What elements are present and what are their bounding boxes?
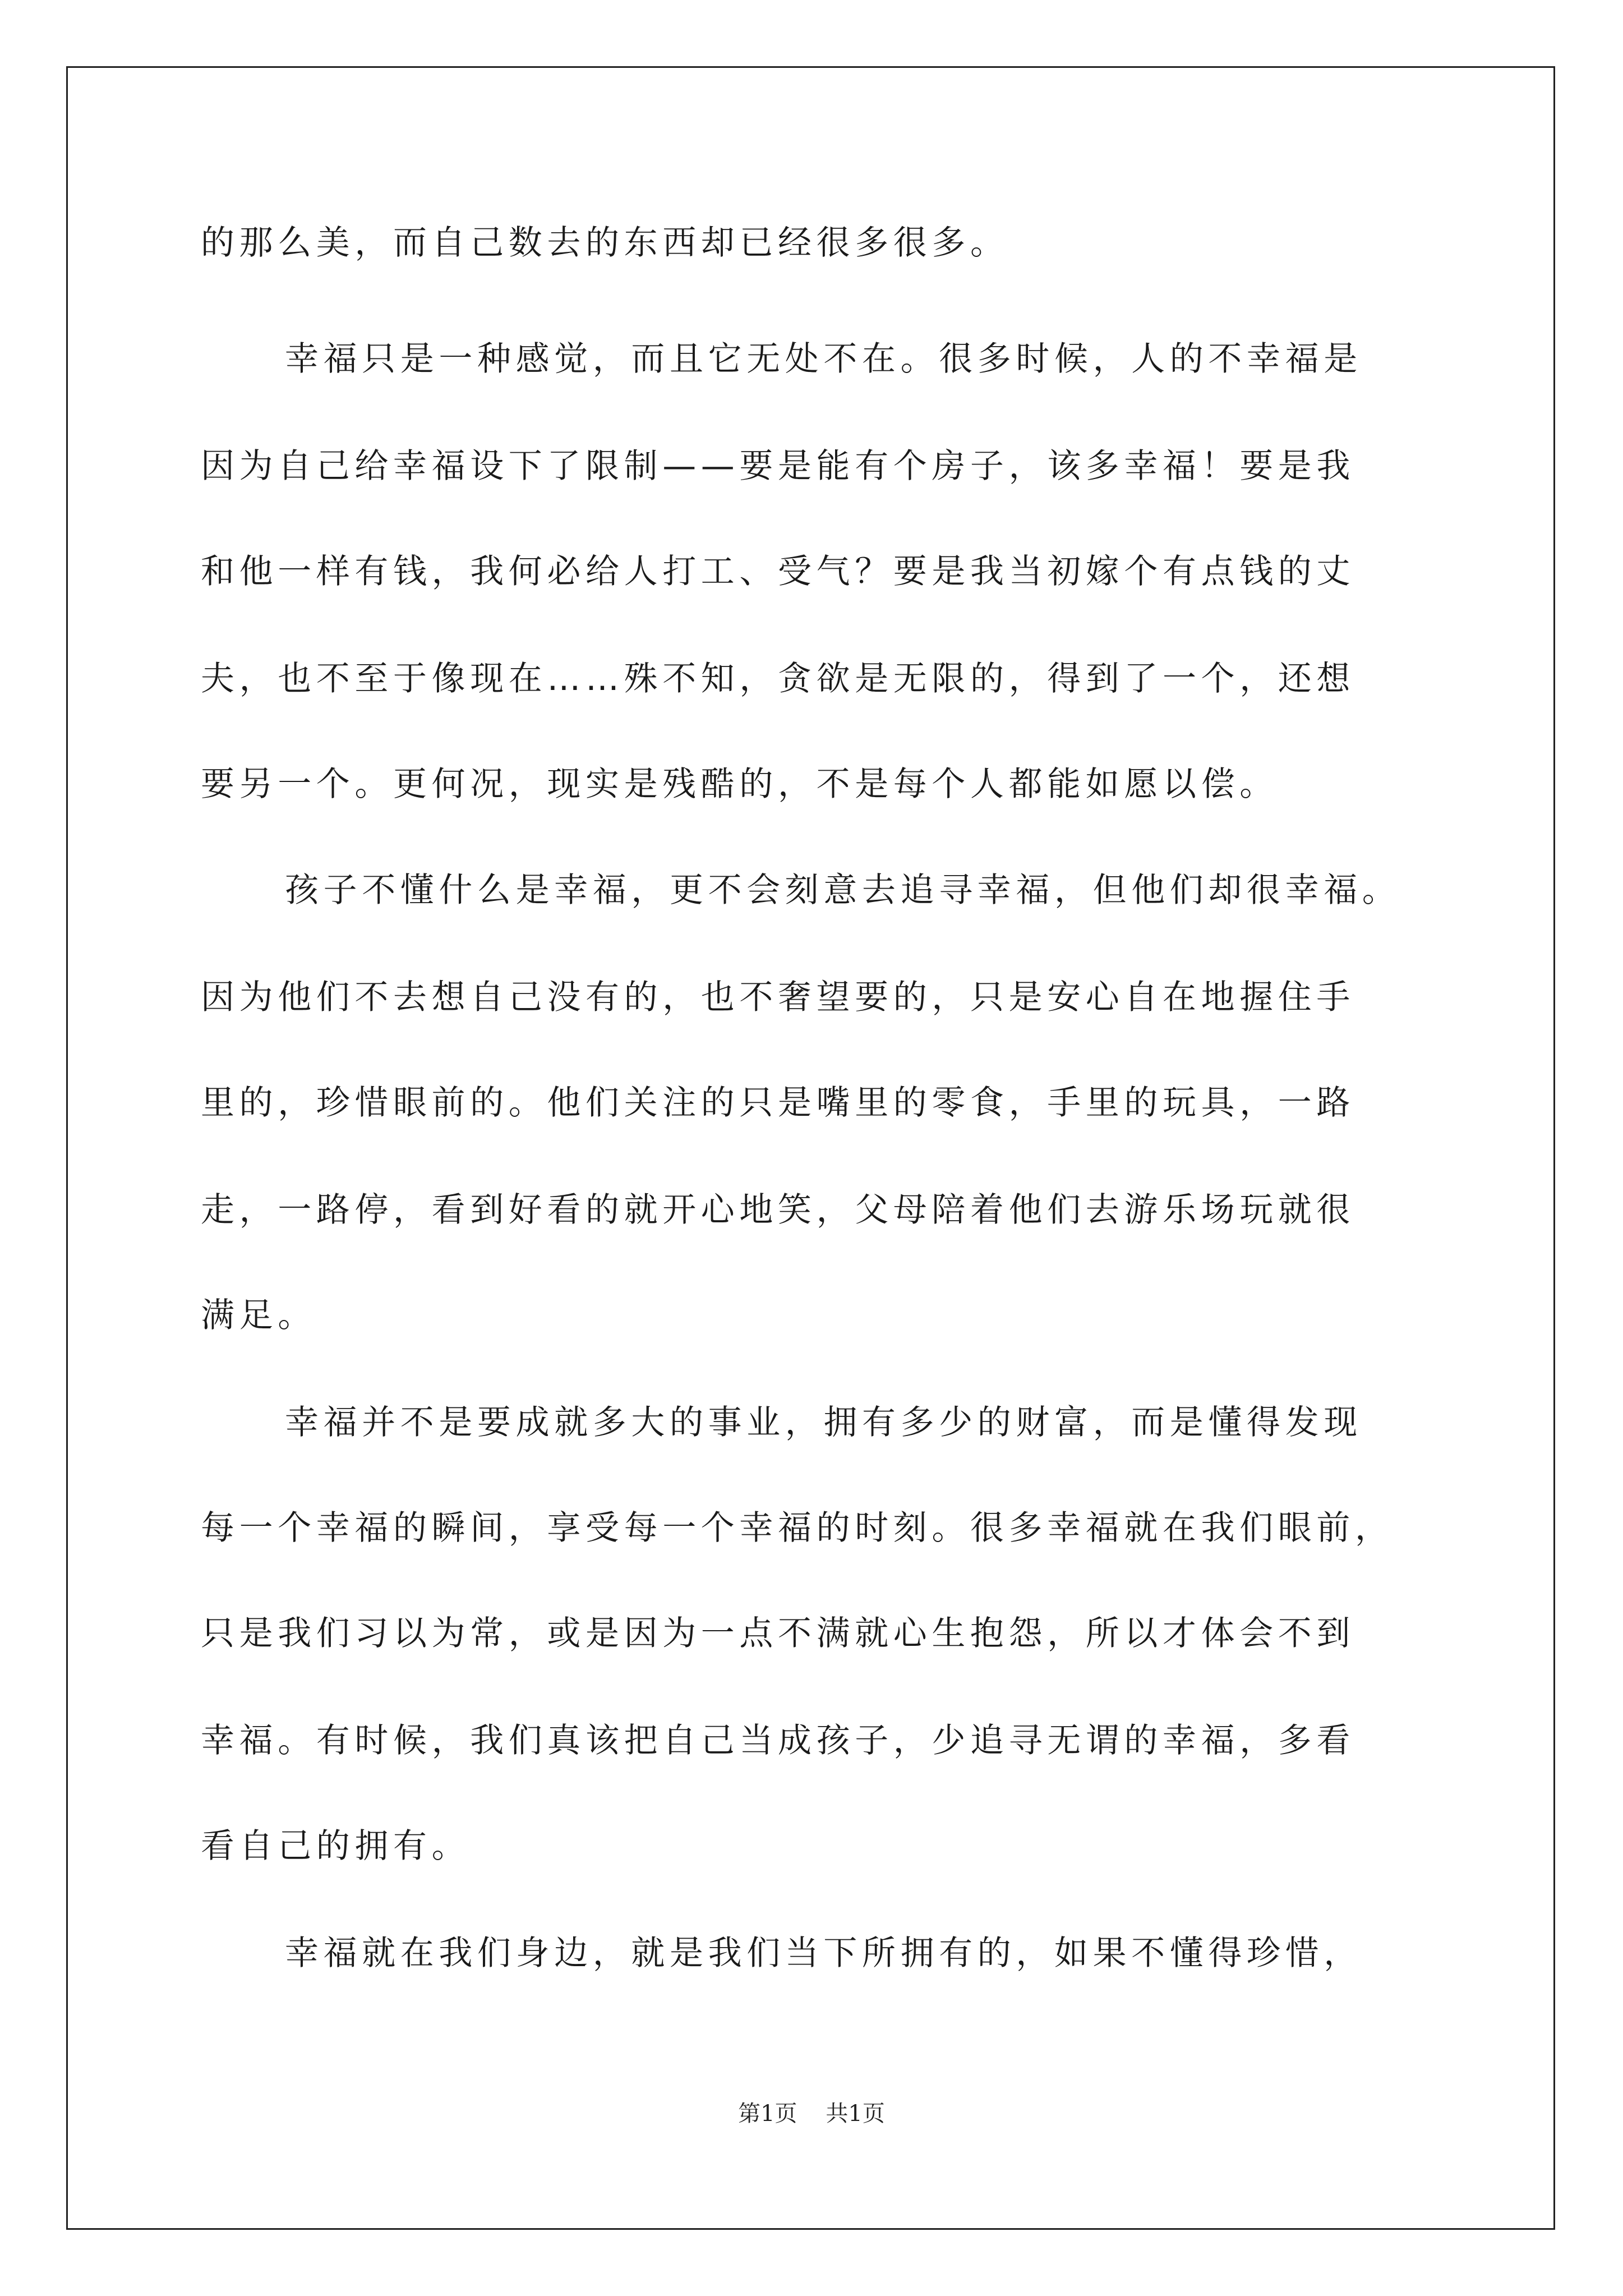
text-line: 只是我们习以为常，或是因为一点不满就心生抱怨，所以才体会不到 [201, 1614, 1355, 1653]
text-line: 因为他们不去想自己没有的，也不奢望要的，只是安心自在地握住手 [201, 978, 1355, 1017]
page-frame [66, 66, 1555, 2230]
text-line: 要另一个。更何况，现实是残酷的，不是每个人都能如愿以偿。 [201, 765, 1278, 804]
page-total: 共1页 [826, 2101, 885, 2127]
paragraph-start-line: 幸福就在我们身边，就是我们当下所拥有的，如果不懂得珍惜， [285, 1934, 1362, 1973]
page-number: 第1页 [738, 2101, 797, 2127]
page-footer [0, 2097, 1623, 2131]
text-line: 里的，珍惜眼前的。他们关注的只是嘴里的零食，手里的玩具，一路 [201, 1083, 1355, 1122]
paragraph-start-line: 幸福只是一种感觉，而且它无处不在。很多时候，人的不幸福是 [285, 339, 1362, 379]
text-line: 的那么美，而自己数去的东西却已经很多很多。 [201, 223, 1009, 263]
paragraph-start-line: 孩子不懂什么是幸福，更不会刻意去追寻幸福，但他们却很幸福。 [285, 871, 1401, 910]
text-line: 因为自己给幸福设下了限制——要是能有个房子，该多幸福！要是我 [201, 447, 1355, 486]
text-line: 和他一样有钱，我何必给人打工、受气？要是我当初嫁个有点钱的丈 [201, 552, 1355, 591]
paragraph-start-line: 幸福并不是要成就多大的事业，拥有多少的财富，而是懂得发现 [285, 1403, 1362, 1442]
footer-gap [797, 2101, 826, 2127]
text-line: 夫，也不至于像现在……殊不知，贪欲是无限的，得到了一个，还想 [201, 659, 1355, 698]
text-line: 看自己的拥有。 [201, 1826, 471, 1866]
text-line: 每一个幸福的瞬间，享受每一个幸福的时刻。很多幸福就在我们眼前， [201, 1508, 1394, 1548]
text-line: 走，一路停，看到好看的就开心地笑，父母陪着他们去游乐场玩就很 [201, 1190, 1355, 1230]
text-line: 幸福。有时候，我们真该把自己当成孩子，少追寻无谓的幸福，多看 [201, 1721, 1355, 1760]
text-line: 满足。 [201, 1296, 316, 1335]
